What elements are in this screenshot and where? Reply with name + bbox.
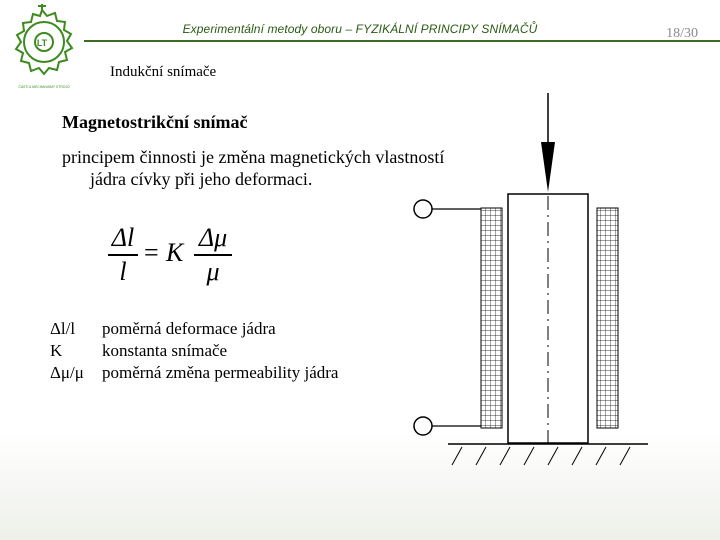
formula-left-denominator: l <box>119 256 127 286</box>
coil-winding-right <box>597 208 618 428</box>
logo-text: ČÁSTI A MECHANISMY STROJŮ <box>18 85 70 89</box>
coil-winding-left <box>481 208 502 428</box>
terminal-top <box>414 200 432 218</box>
definition-symbol: Δl/l <box>50 319 76 338</box>
formula-left-numerator: Δl <box>111 223 135 252</box>
definition-symbol: K <box>50 341 63 360</box>
terminal-bottom <box>414 417 432 435</box>
body-text: principem činnosti je změna magnetických vlastností jádra cívky při jeho deformaci. <box>62 147 445 189</box>
definition-text: poměrná změna permeability jádra <box>102 363 339 382</box>
formula-right-denominator: μ <box>206 256 220 286</box>
section-title: Magnetostrikční snímač <box>62 112 248 132</box>
definition-text: poměrná deformace jádra <box>102 319 276 338</box>
header-title: Experimentální metody oboru – FYZIKÁLNÍ PRINCIPY SNÍMAČŮ <box>182 22 538 36</box>
page-number: 18/30 <box>666 26 698 41</box>
formula-coefficient: K <box>166 238 184 267</box>
definition-symbol: Δμ/μ <box>50 363 84 382</box>
formula-right-numerator: Δμ <box>198 223 228 252</box>
slide-subtitle: Indukční snímače <box>110 64 217 80</box>
logo-monogram: LT <box>36 38 48 48</box>
ground-hatching <box>452 447 630 465</box>
formula-equals: = <box>144 238 159 267</box>
force-arrow-head <box>541 142 555 192</box>
definition-text: konstanta snímače <box>102 341 228 360</box>
